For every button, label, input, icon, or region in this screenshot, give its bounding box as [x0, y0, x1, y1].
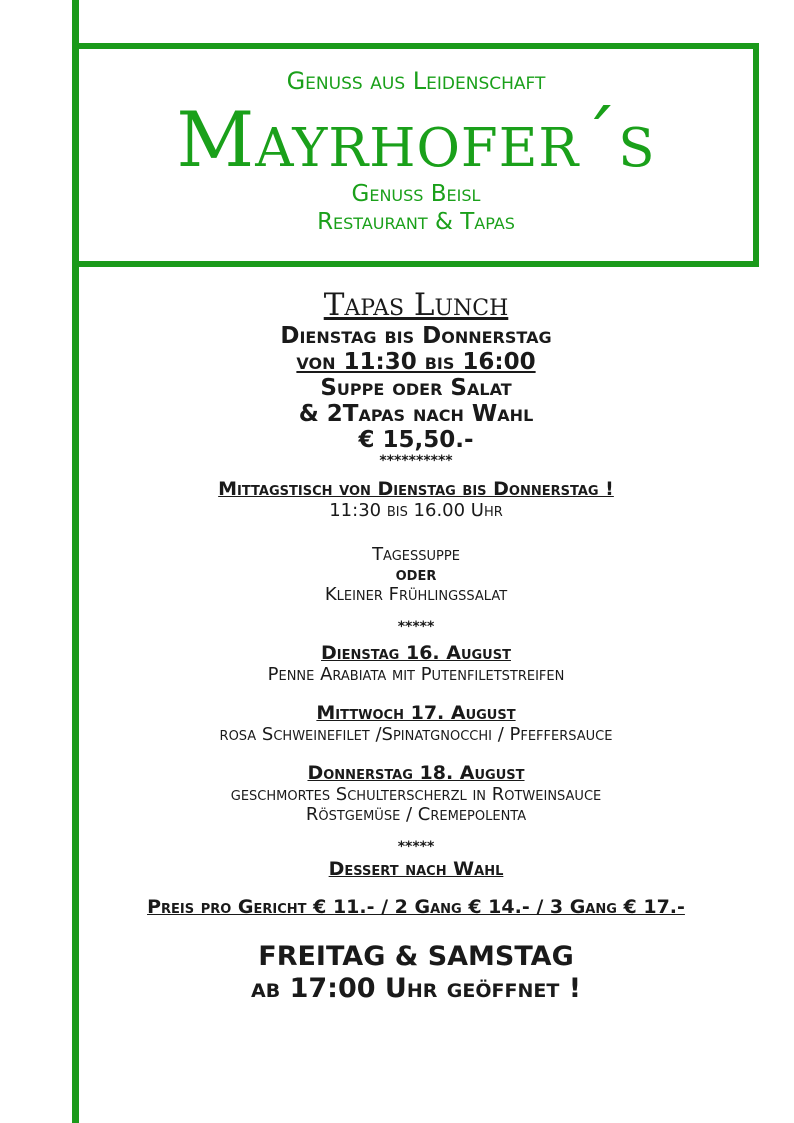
or-label: oder — [395, 564, 437, 585]
menu-content — [80, 287, 752, 1005]
tapas-price: € 15,50.- — [358, 427, 474, 453]
tapas-line-2: & 2Tapas nach Wahl — [298, 401, 534, 427]
day-dish-thursday-1: geschmortes Schulterscherzl in Rotweinsauce — [230, 784, 602, 805]
day-dish-wednesday: rosa Schweinefilet /Spinatgnocchi / Pfeffersauce — [219, 724, 613, 745]
subtitle-restaurant: Restaurant & Tapas — [317, 209, 515, 235]
mittagstisch-hours: 11:30 bis 16.00 Uhr — [329, 500, 503, 521]
day-title-wednesday: Mittwoch 17. August — [316, 702, 516, 724]
day-dish-tuesday: Penne Arabiata mit Putenfiletstreifen — [267, 664, 565, 685]
weekend-days: FREITAG & SAMSTAG — [258, 941, 574, 972]
day-dish-thursday-2: Röstgemüse / Cremepolenta — [305, 804, 527, 825]
tapas-title: Tapas Lunch — [323, 287, 509, 323]
dessert-label: Dessert nach Wahl — [328, 858, 504, 880]
tapas-time: von 11:30 bis 16:00 — [296, 349, 536, 375]
footer-separator: ***** — [397, 839, 435, 855]
soup-option: Tagessuppe — [372, 544, 460, 565]
salad-option: Kleiner Frühlingssalat — [324, 584, 508, 605]
day-title-thursday: Donnerstag 18. August — [307, 762, 525, 784]
header — [80, 43, 752, 265]
price-list: Preis pro Gericht € 11.- / 2 Gang € 14.- / 3 Gang € 17.- — [147, 896, 685, 918]
tagline: Genuss aus Leidenschaft — [286, 67, 546, 95]
tapas-line-1: Suppe oder Salat — [320, 375, 512, 401]
subtitle-beisl: Genuss Beisl — [351, 181, 481, 207]
tapas-separator: ********** — [379, 453, 453, 469]
day-title-tuesday: Dienstag 16. August — [321, 642, 511, 664]
brand-name: Mayrhofer´s — [176, 95, 656, 184]
tapas-days: Dienstag bis Donnerstag — [280, 323, 552, 349]
mittagstisch-separator: ***** — [397, 619, 435, 635]
mittagstisch-title: Mittagstisch von Dienstag bis Donnerstag ! — [218, 478, 614, 500]
weekend-hours: ab 17:00 Uhr geöffnet ! — [250, 973, 582, 1004]
